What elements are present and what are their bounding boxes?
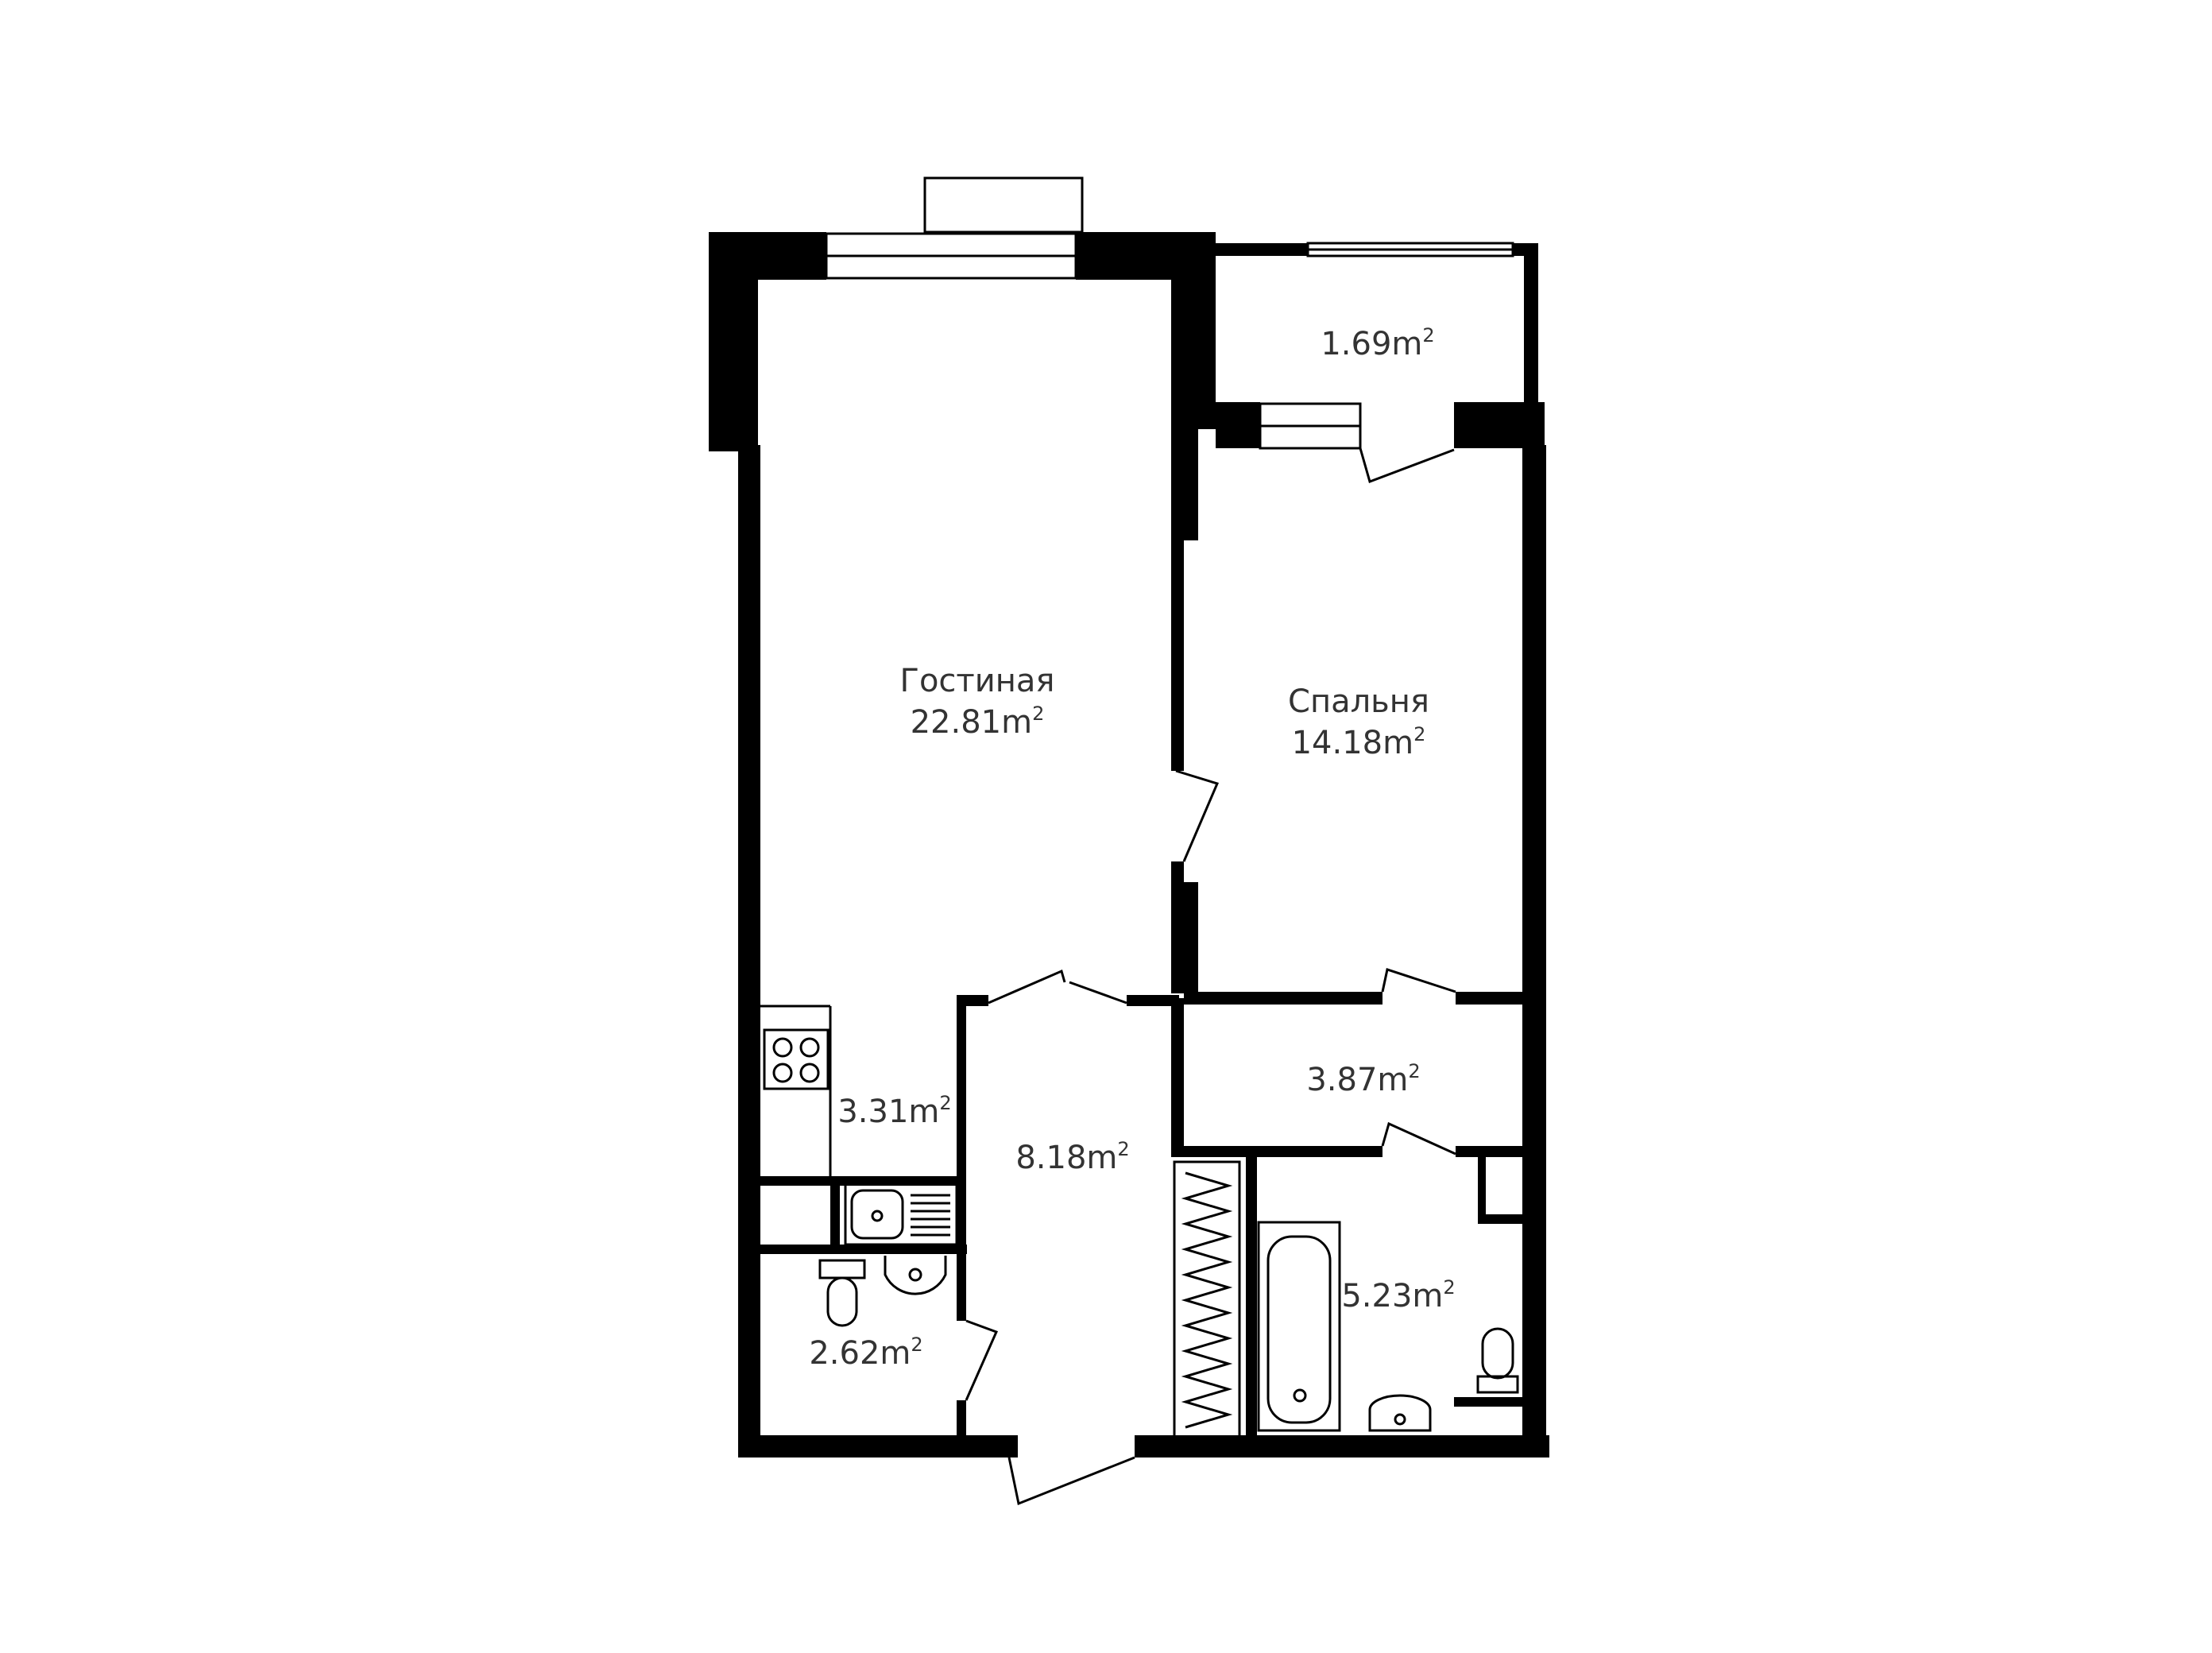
bathroom-toilet-icon (1478, 1329, 1518, 1392)
hall-door-left (988, 971, 1065, 1003)
room-area-bedroom: $14.18m^2$ (1291, 723, 1426, 761)
wc-door (966, 1321, 996, 1400)
toilet-icon (820, 1260, 864, 1326)
walls (709, 232, 1549, 1458)
wardrobe-icon (1174, 1162, 1239, 1437)
room-area-living: $22.81m^2$ (910, 703, 1045, 741)
bedroom-door (1176, 771, 1217, 861)
room-area-wc: $2.62m^2$ (809, 1334, 923, 1372)
washbasin-icon (885, 1256, 946, 1294)
bathroom-door (1382, 1124, 1456, 1154)
entrance-door (1009, 1458, 1135, 1504)
balcony-door (1360, 448, 1454, 482)
room-labels (809, 324, 1455, 1372)
stove-icon (764, 1030, 828, 1089)
room-area-hall: $8.18m^2$ (1015, 1138, 1130, 1176)
bathtub-icon (1259, 1222, 1340, 1430)
corridor-door (1382, 970, 1456, 992)
room-area-balcony: $1.69m^2$ (1321, 324, 1435, 362)
room-area-kitchen: $3.31m^2$ (837, 1092, 952, 1130)
kitchen-sink-icon (845, 1184, 957, 1245)
doors (966, 448, 1456, 1504)
windows (826, 178, 1513, 448)
room-area-bathroom: $5.23m^2$ (1341, 1276, 1456, 1314)
hall-door-right (1069, 982, 1127, 1003)
bathroom-washbasin-icon (1370, 1396, 1430, 1430)
living-balcony-box (925, 178, 1082, 232)
room-area-corridor: $3.87m^2$ (1306, 1060, 1421, 1098)
room-name-bedroom: Спальня (1288, 683, 1429, 720)
room-name-living: Гостиная (899, 663, 1055, 699)
